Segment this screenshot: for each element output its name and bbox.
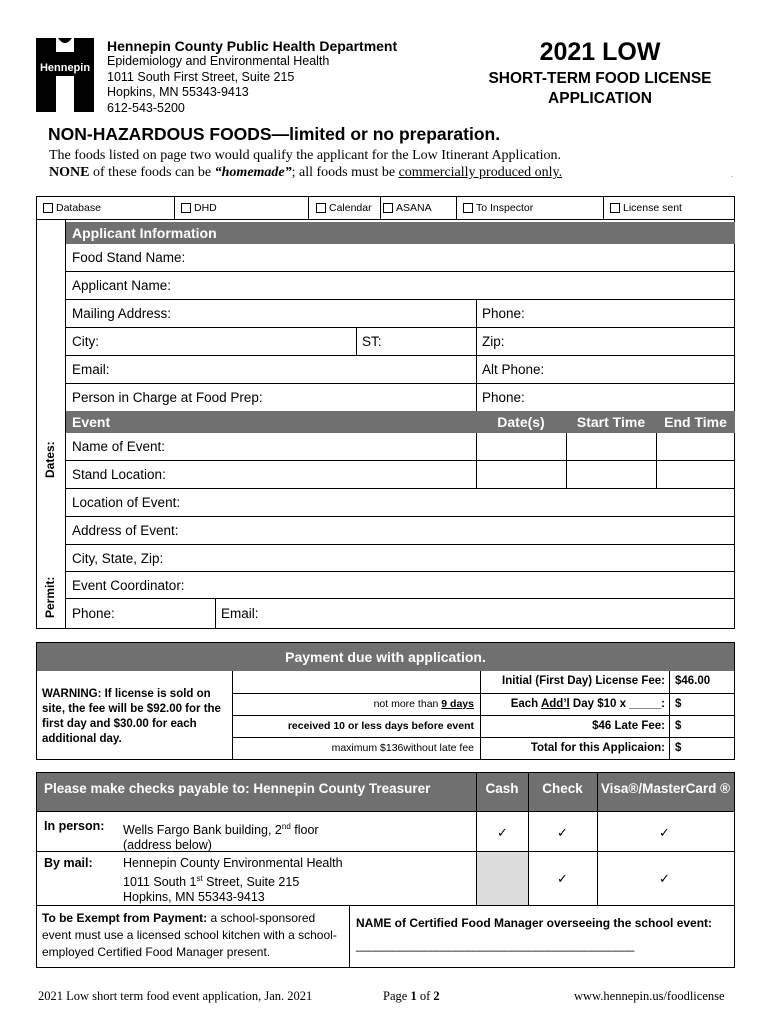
in-person-label: In person: xyxy=(44,819,105,833)
office-checkbox-asana[interactable]: ASANA xyxy=(383,197,432,219)
office-use-bar xyxy=(36,196,735,220)
payment-warning: WARNING: If license is sold on site, the fee will be $92.00 for the first day and $30.00 for each additional day. xyxy=(42,688,221,745)
food-stand-name-row[interactable]: Food Stand Name: xyxy=(66,244,735,272)
office-checkbox-to-inspector[interactable]: To Inspector xyxy=(463,197,533,219)
office-checkbox-dhd[interactable]: DHD xyxy=(181,197,217,219)
sidebar-label-dates: Dates: xyxy=(43,441,57,478)
footer-website-link[interactable]: www.hennepin.us/foodlicense xyxy=(574,989,725,1003)
city-field[interactable]: City: xyxy=(72,334,99,349)
event-coordinator-field[interactable]: Event Coordinator: xyxy=(72,577,185,593)
check-icon: ✓ xyxy=(557,825,568,840)
person-phone-field[interactable]: Phone: xyxy=(482,390,525,405)
coordinator-email-field[interactable]: Email: xyxy=(221,606,259,621)
cfm-name-field[interactable]: _____________________________________________ xyxy=(356,938,634,952)
address-of-event-row xyxy=(66,517,735,545)
applicant-name-row[interactable]: Applicant Name: xyxy=(66,272,735,300)
sidebar-label-permit: Permit: xyxy=(43,576,57,618)
hennepin-logo xyxy=(36,38,94,112)
cfm-label: NAME of Certified Food Manager overseeing the school event: xyxy=(356,916,713,930)
application-form xyxy=(36,220,735,629)
person-in-charge-row xyxy=(66,384,735,411)
department-name: Hennepin County Public Health Department xyxy=(107,38,398,54)
additional-day-amount[interactable]: $ xyxy=(675,698,682,710)
logo-text: Hennepin xyxy=(39,62,91,74)
payment-row-late-fee: received 10 or less days before event $46 Late Fee: $ xyxy=(232,715,734,737)
location-of-event-field[interactable]: Location of Event: xyxy=(72,495,181,510)
payment-heading: Payment due with application. xyxy=(37,643,734,671)
mailing-address-row xyxy=(66,300,735,328)
checks-payable-heading: Please make checks payable to: Hennepin County Treasurer Cash Check Visa®/MasterCard ® xyxy=(37,773,734,811)
exemption-section xyxy=(36,906,735,968)
coordinator-contact-row xyxy=(66,599,735,628)
in-person-address: Wells Fargo Bank building, 2nd floor (address below) xyxy=(123,822,319,853)
email-field[interactable]: Email: xyxy=(72,362,110,377)
office-checkbox-calendar[interactable]: Calendar xyxy=(316,197,372,219)
city-row xyxy=(66,328,735,356)
payment-methods-section xyxy=(36,772,735,906)
check-icon: ✓ xyxy=(659,871,670,886)
check-icon: ✓ xyxy=(557,871,568,886)
payment-row-additional-day: not more than 9 days Each Add’l Day $10 x _____: $ xyxy=(232,693,734,715)
stand-location-row xyxy=(66,461,735,489)
form-title: SHORT-TERM FOOD LICENSE APPLICATION xyxy=(488,70,712,107)
alt-phone-field[interactable]: Alt Phone: xyxy=(482,362,545,377)
coordinator-phone-field[interactable]: Phone: xyxy=(72,606,115,621)
mailing-address-field[interactable]: Mailing Address: xyxy=(72,306,172,321)
location-of-event-row xyxy=(66,489,735,517)
section-heading-non-hazardous: NON-HAZARDOUS FOODS—limited or no preparation. xyxy=(48,124,501,144)
intro-line-2: NONE of these foods can be “homemade”; all foods must be commercially produced only. xyxy=(49,165,563,180)
event-name-row xyxy=(66,433,735,461)
check-icon: ✓ xyxy=(497,825,508,840)
by-mail-label: By mail: xyxy=(44,856,93,870)
footer-page-number: Page 1 of 2 xyxy=(383,989,440,1003)
applicant-info-heading: Applicant Information xyxy=(66,222,735,244)
city-state-zip-field[interactable]: City, State, Zip: xyxy=(72,550,164,566)
stray-dot: . xyxy=(731,170,734,179)
person-in-charge-field[interactable]: Person in Charge at Food Prep: xyxy=(72,390,263,405)
stand-location-field[interactable]: Stand Location: xyxy=(72,467,166,482)
zip-field[interactable]: Zip: xyxy=(482,334,505,349)
city-state-zip-row xyxy=(66,545,735,572)
event-coordinator-row xyxy=(66,572,735,599)
address-of-event-field[interactable]: Address of Event: xyxy=(72,523,179,538)
footer-doc-title: 2021 Low short term food event application, Jan. 2021 xyxy=(38,989,313,1003)
office-checkbox-license-sent[interactable]: License sent xyxy=(610,197,682,219)
total-amount[interactable]: $ xyxy=(675,742,682,754)
department-address: Epidemiology and Environmental Health 1011 South First Street, Suite 215 Hopkins, MN 55343-9413 612-543-5200 xyxy=(107,54,330,115)
event-name-field[interactable]: Name of Event: xyxy=(72,439,166,454)
office-checkbox-database[interactable]: Database xyxy=(43,197,101,219)
intro-line-1: The foods listed on page two would qualify the applicant for the Low Itinerant Application. xyxy=(49,148,562,163)
late-fee-amount[interactable]: $ xyxy=(675,720,682,732)
state-field[interactable]: ST: xyxy=(362,334,382,349)
phone-field[interactable]: Phone: xyxy=(482,306,525,321)
email-row xyxy=(66,356,735,384)
payment-row-total: maximum $136without late fee Total for this Applicaion: $ xyxy=(232,737,734,759)
payment-row-initial-fee: Initial (First Day) License Fee: $46.00 xyxy=(232,671,734,693)
event-heading: Event Date(s) Start Time End Time xyxy=(66,411,735,433)
check-icon: ✓ xyxy=(659,825,670,840)
payment-section xyxy=(36,642,735,760)
by-mail-address: Hennepin County Environmental Health 1011 South 1st Street, Suite 215 Hopkins, MN 55343-9413 xyxy=(123,856,343,905)
exemption-text: To be Exempt from Payment: a school-sponsored event must use a licensed school kitchen with a school-employed Certified Food Manager present. xyxy=(42,911,337,959)
form-title-year: 2021 LOW xyxy=(539,38,661,66)
